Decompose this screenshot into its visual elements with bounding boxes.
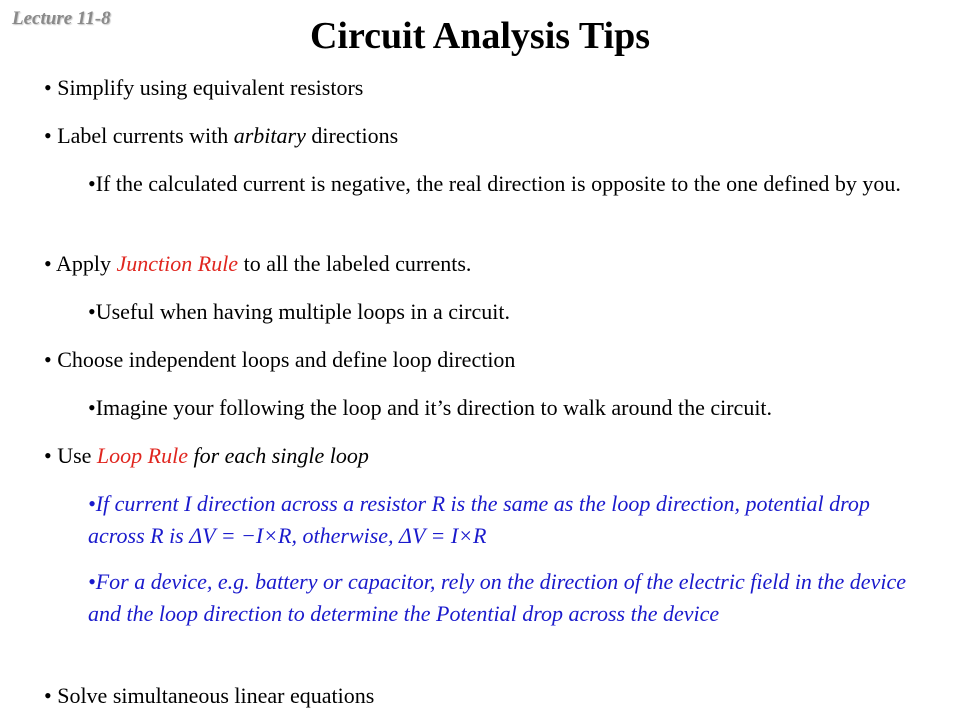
bullet-loop-rule <box>44 440 369 472</box>
sub-negative-current: •If the calculated current is negative, the real direction is opposite to the one defined by you. <box>88 171 901 196</box>
junction-rule-term: Junction Rule <box>116 251 239 276</box>
lecture-number: Lecture 11-8 <box>12 8 111 29</box>
bullet-loop-rule-text-a: • Use <box>44 443 97 468</box>
bullet-junction-rule <box>44 248 471 280</box>
bullet-label-currents <box>44 120 398 152</box>
bullet-label-currents-text-a: • Label currents with <box>44 123 234 148</box>
bullet-independent-loops: • Choose independent loops and define loop direction <box>44 347 516 372</box>
loop-rule-term: Loop Rule <box>96 443 188 468</box>
sub-device-potential-drop: •For a device, e.g. battery or capacitor, rely on the direction of the electric field in the device and the loop direction to determine the Potential drop across the device <box>88 569 906 626</box>
bullet-label-currents-arbitary: arbitary <box>233 123 306 148</box>
sub-resistor-potential-drop: •If current I direction across a resistor R is the same as the loop direction, potential drop across R is ΔV = −I×R, otherwise, ΔV = I×R <box>88 491 870 548</box>
bullet-junction-rule-text-c: to all the labeled currents. <box>238 251 472 276</box>
bullet-simplify-resistors: • Simplify using equivalent resistors <box>44 75 364 100</box>
sub-walk-around-circuit: •Imagine your following the loop and it’s direction to walk around the circuit. <box>88 395 773 420</box>
slide-title: Circuit Analysis Tips <box>309 15 650 57</box>
bullet-loop-rule-text-c: for each single loop <box>187 443 369 468</box>
sub-multiple-loops: •Useful when having multiple loops in a circuit. <box>88 299 510 324</box>
bullet-solve-equations: • Solve simultaneous linear equations <box>44 683 375 708</box>
bullet-label-currents-text-c: directions <box>305 123 399 148</box>
bullet-junction-rule-text-a: • Apply <box>44 251 117 276</box>
